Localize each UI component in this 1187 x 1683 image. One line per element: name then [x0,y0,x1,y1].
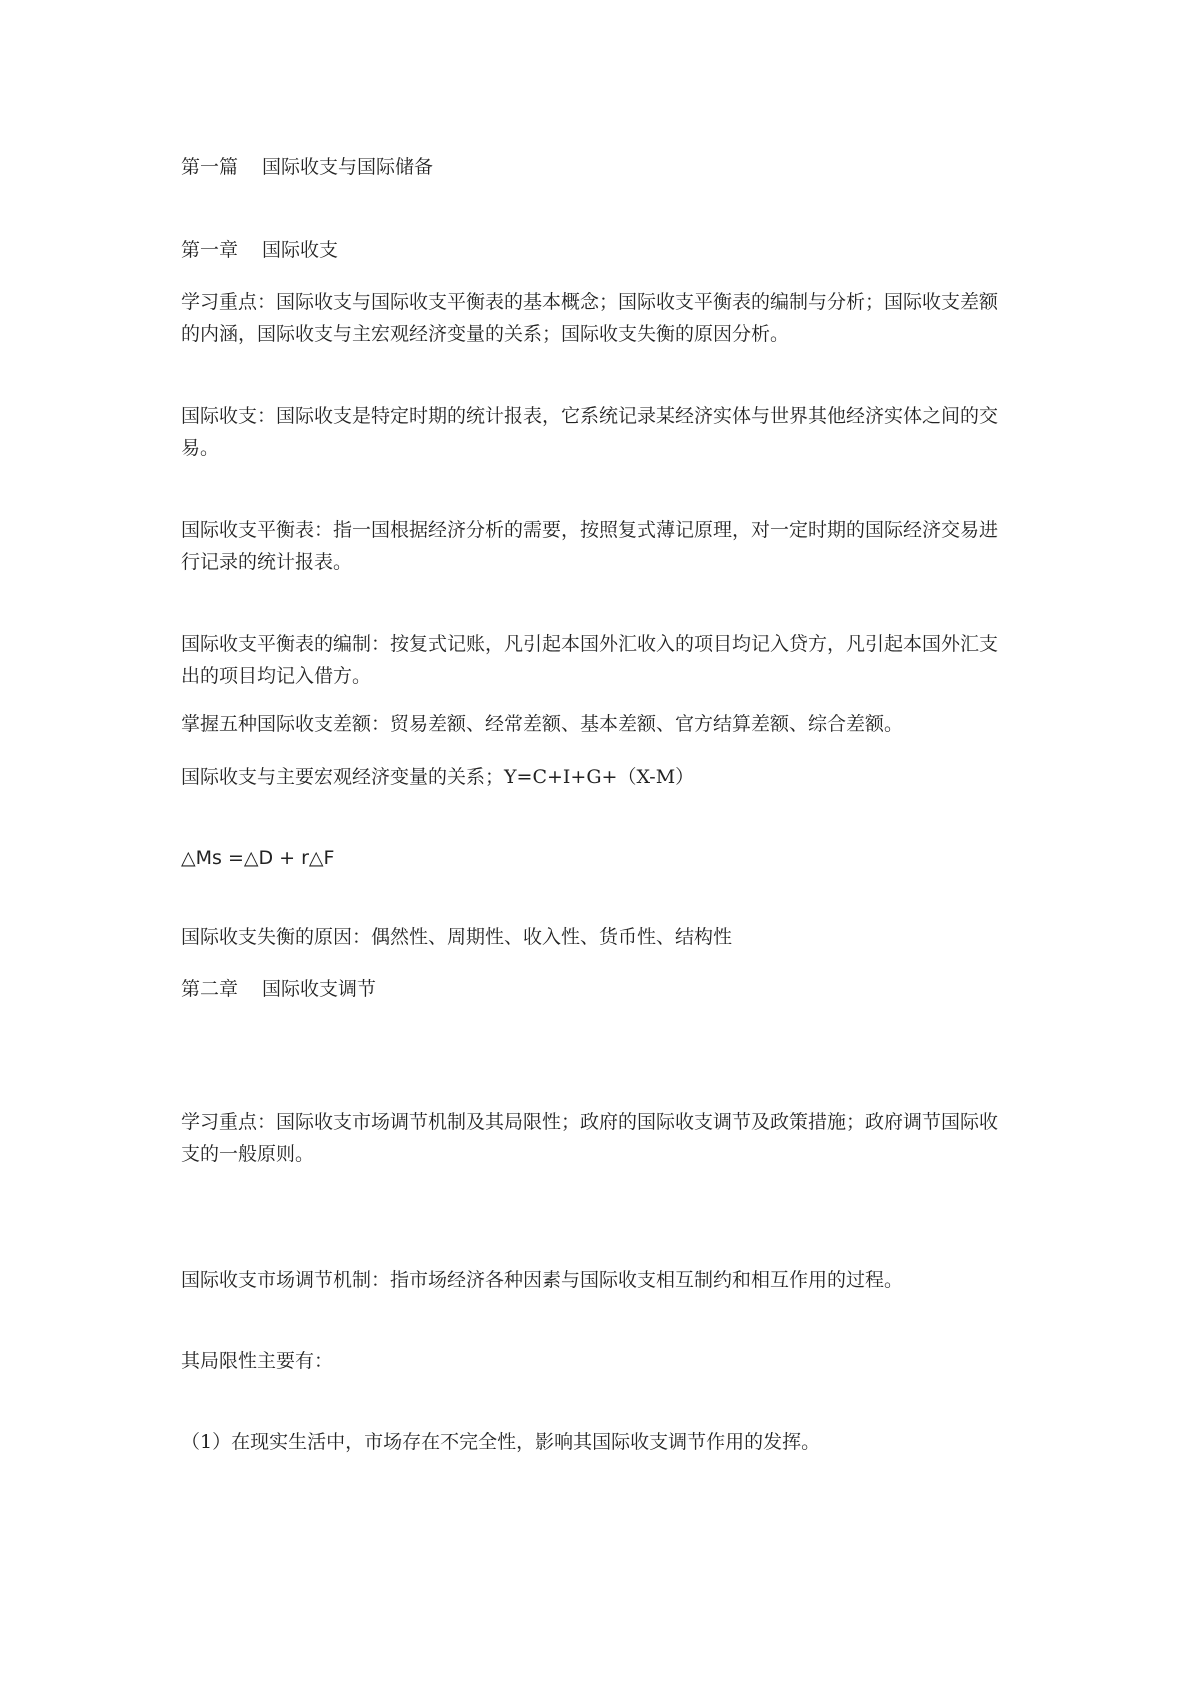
part-title-label: 第一篇 [181,156,239,178]
money-supply-formula: △Ms =△D + r△F [181,847,335,869]
bop-definition-paragraph: 国际收支：国际收支是特定时期的统计报表，它系统记录某经济实体与世界其他经济实体之间的交易。 [181,405,999,459]
imbalance-causes-paragraph: 国际收支失衡的原因：偶然性、周期性、收入性、货币性、结构性 [181,926,733,948]
part-title-name: 国际收支与国际储备 [262,156,434,178]
chapter1-label: 第一章 [181,239,239,261]
limitation-item-1: （1）在现实生活中，市场存在不完全性，影响其国际收支调节作用的发挥。 [181,1431,821,1453]
bop-statement-definition-paragraph: 国际收支平衡表：指一国根据经济分析的需要，按照复式薄记原理，对一定时期的国际经济交易进行记录的统计报表。 [181,519,999,573]
chapter1-title [181,235,1011,266]
compilation-paragraph: 国际收支平衡表的编制：按复式记账，凡引起本国外汇收入的项目均记入贷方，凡引起本国外汇支出的项目均记入借方。 [181,633,999,687]
market-mechanism-paragraph: 国际收支市场调节机制：指市场经济各种因素与国际收支相互制约和相互作用的过程。 [181,1269,904,1291]
limitations-intro: 其局限性主要有： [181,1350,334,1372]
five-balances-paragraph: 掌握五种国际收支差额：贸易差额、经常差额、基本差额、官方结算差额、综合差额。 [181,713,904,735]
chapter2-title [181,974,1011,1005]
chapter2-name: 国际收支调节 [262,978,377,1000]
chapter1-name: 国际收支 [262,239,339,261]
chapter1-focus-paragraph: 学习重点：国际收支与国际收支平衡表的基本概念；国际收支平衡表的编制与分析；国际收支差额的内涵，国际收支与主宏观经济变量的关系；国际收支失衡的原因分析。 [181,291,999,345]
macro-relation-paragraph: 国际收支与主要宏观经济变量的关系；Y=C+I+G+（X-M） [181,766,695,788]
chapter2-label: 第二章 [181,978,239,1000]
part-title [181,152,1011,183]
chapter2-focus-paragraph: 学习重点：国际收支市场调节机制及其局限性；政府的国际收支调节及政策措施；政府调节国际收支的一般原则。 [181,1111,999,1165]
